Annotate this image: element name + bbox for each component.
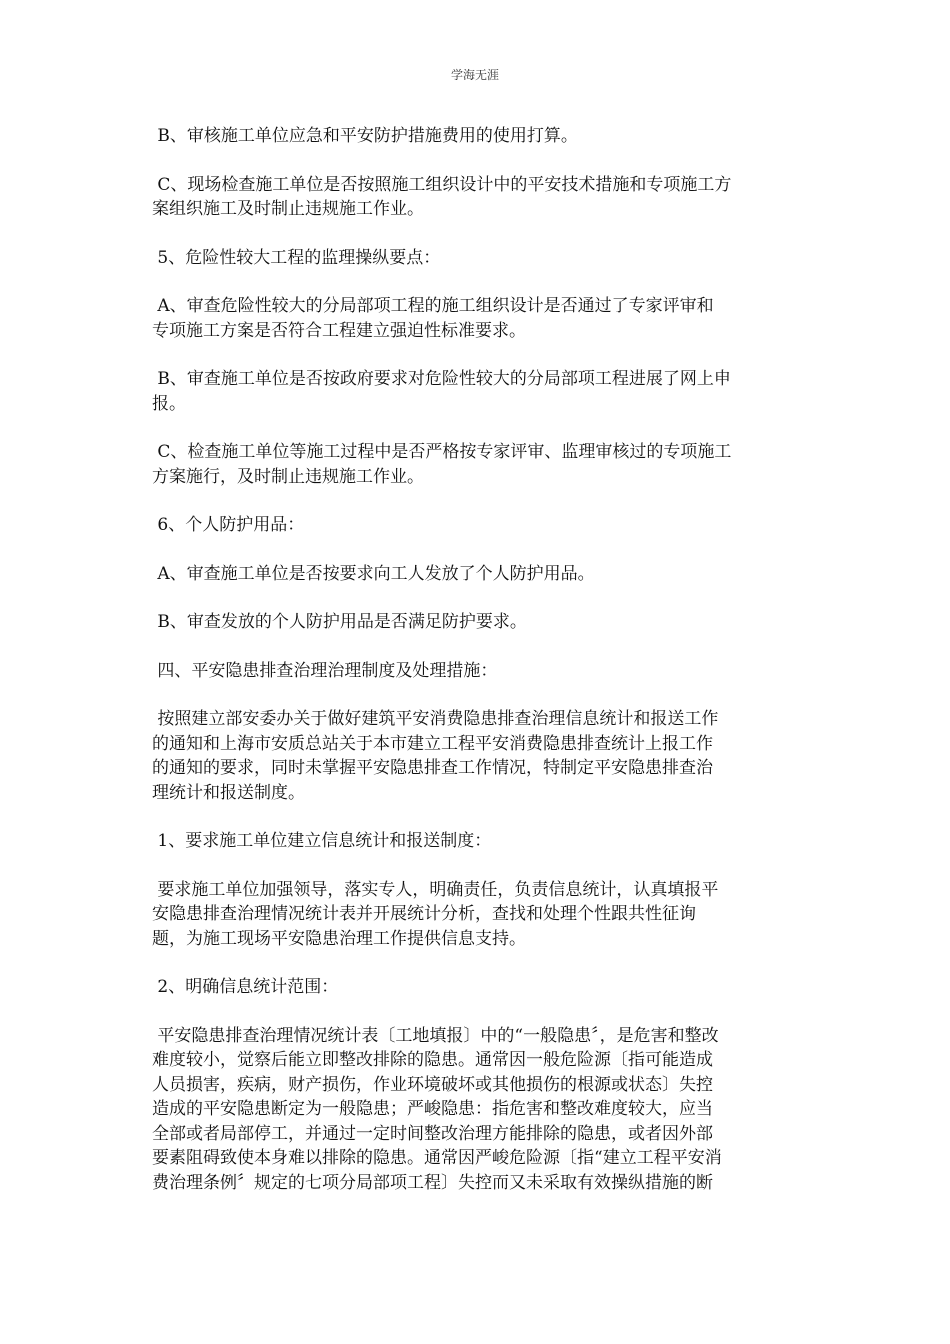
paragraph-b-emergency-funds: B、审核施工单位应急和平安防护措施费用的使用打算。 — [152, 126, 578, 146]
paragraph-a-expert-review: A、审查危险性较大的分局部项工程的施工组织设计是否通过了专家评审和 专项施工方案是否符合工程建立强迫性标准要求。 — [152, 296, 714, 341]
section-heading-6: 6、个人防护用品： — [152, 515, 305, 535]
paragraph-c-process-check: C、检查施工单位等施工过程中是否严格按专家评审、监理审核过的专项施工 方案施行，及时制止违规施工作业。 — [152, 442, 732, 487]
page-header: 学海无涯 — [450, 68, 499, 82]
paragraph-statistics-scope: 平安隐患排查治理情况统计表〔工地填报〕中的“一般隐患〞，是危害和整改 难度较小，觉察后能立即整改排除的隐患。通常因一般危险源〔指可能造成 人员损害，疾病，财产损伤，作业环境破坏或其他损伤的根源或状态〕失控 造成的平安隐患断定为一般隐患；严峻隐患：指危害和整改难度较大，应当 全部或者局部停工，并通过一定时间整改治理方能排除的隐患，或者因外部 要素阻碍致使本身难以排除的隐患。通常因严峻危险源〔指“建立工程平安消 费治理条例〞规定的七项分局部项工程〕失控而又未采取有效操纵措施的断 — [152, 1025, 722, 1193]
paragraph-statistics-requirements: 要求施工单位加强领导，落实专人，明确责任，负责信息统计，认真填报平 安隐患排查治理情况统计表并开展统计分析，查找和处理个性跟共性征询 题，为施工现场平安隐患治理工作提供信息支持。 — [152, 879, 719, 949]
paragraph-a-ppe-issued: A、审查施工单位是否按要求向工人发放了个人防护用品。 — [152, 563, 595, 584]
paragraph-b-online-report: B、审查施工单位是否按政府要求对危险性较大的分局部项工程进展了网上申 报。 — [152, 369, 731, 414]
paragraph-c-site-inspection: C、现场检查施工单位是否按照施工组织设计中的平安技术措施和专项施工方 案组织施工及时制止违规施工作业。 — [152, 174, 732, 219]
section-heading-5: 5、危险性较大工程的监理操纵要点： — [152, 247, 441, 268]
paragraph-b-ppe-requirements: B、审查发放的个人防护用品是否满足防护要求。 — [152, 612, 527, 632]
paragraph-notice-intro: 按照建立部安委办关于做好建筑平安消费隐患排查治理信息统计和报送工作 的通知和上海市安质总站关于本市建立工程平安消费隐患排查统计上报工作 的通知的要求，同时未掌握平安隐患排查工作情况，特制定平安隐患排查治 理统计和报送制度。 — [152, 709, 719, 803]
subsection-heading-2: 2、明确信息统计范围： — [152, 977, 339, 997]
document-body — [152, 124, 804, 1219]
subsection-heading-1: 1、要求施工单位建立信息统计和报送制度： — [152, 831, 492, 851]
section-heading-4: 四、平安隐患排查治理治理制度及处理措施： — [152, 660, 498, 681]
